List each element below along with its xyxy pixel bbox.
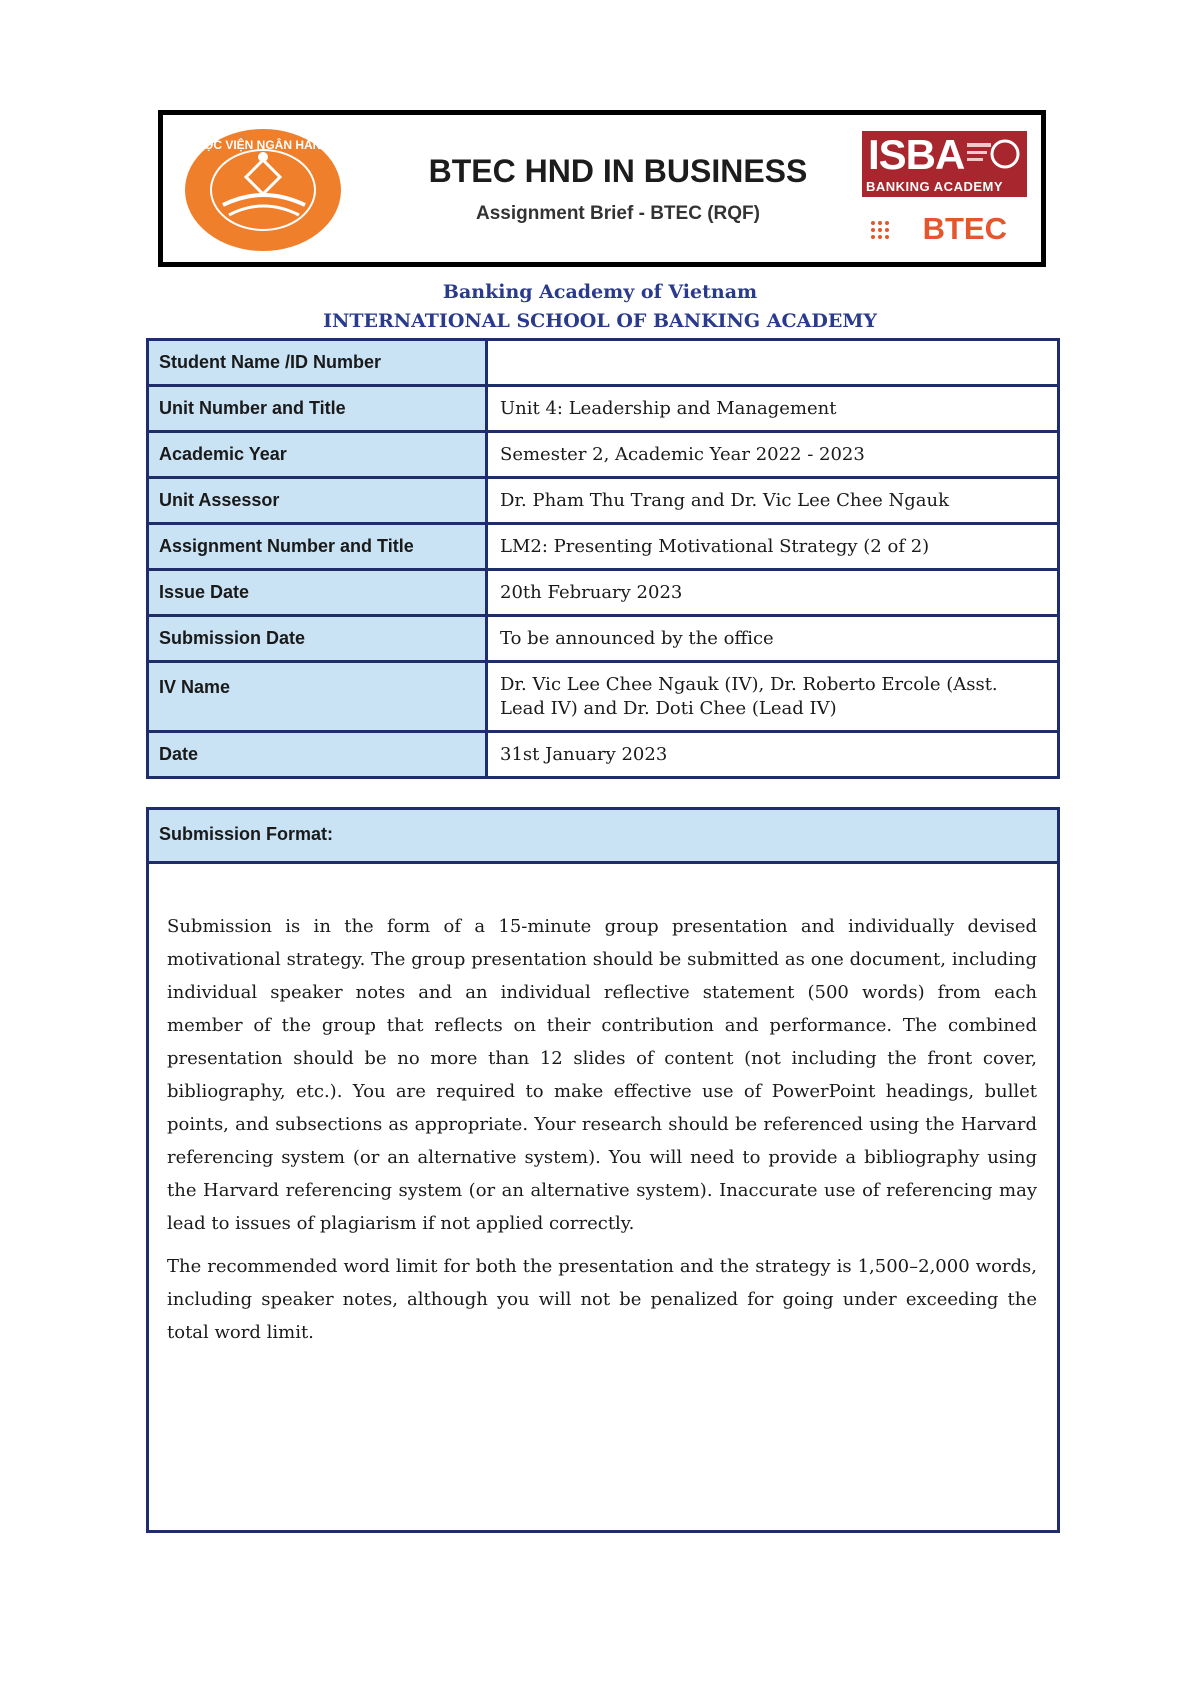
table-row	[148, 432, 1059, 478]
school-name: INTERNATIONAL SCHOOL OF BANKING ACADEMY	[323, 310, 877, 332]
page-title: BTEC HND IN BUSINESS	[428, 153, 808, 189]
isba-logo	[862, 131, 1027, 197]
row-value	[487, 340, 1059, 386]
row-label: Assignment Number and Title	[148, 524, 487, 570]
submission-format-heading: Submission Format:	[149, 810, 1057, 864]
submission-format-body	[149, 864, 1057, 1349]
isba-logo-caption: BANKING ACADEMY	[866, 179, 1004, 194]
submission-paragraph: Submission is in the form of a 15-minute group presentation and individually devised motivational strategy. The group presentation should be submitted as one document, including individual speaker notes and an individual reflective statement (500 words) from each member of the group that reflects on their contribution and performance. The combined presentation should be no more than 12 slides of content (not including the front cover, bibliography, etc.). You are required to make effective use of PowerPoint headings, bullet points, and subsections as appropriate. Your research should be referenced using the Harvard referencing system (or an alternative system). You will need to provide a bibliography using the Harvard referencing system (or an alternative system). Inaccurate use of referencing may lead to issues of plagiarism if not applied correctly.	[167, 916, 1037, 1234]
row-value: Unit 4: Leadership and Management	[487, 386, 1059, 432]
row-value: To be announced by the office	[487, 616, 1059, 662]
row-value: 20th February 2023	[487, 570, 1059, 616]
submission-paragraph: The recommended word limit for both the presentation and the strategy is 1,500–2,000 words, including speaker notes, although you will not be penalized for going under exceeding the total word limit.	[167, 1256, 1037, 1343]
row-value: Semester 2, Academic Year 2022 - 2023	[487, 432, 1059, 478]
banking-academy-seal-icon	[183, 127, 343, 253]
row-value: Dr. Vic Lee Chee Ngauk (IV), Dr. Roberto Ercole (Asst. Lead IV) and Dr. Doti Chee (Lead IV)	[487, 662, 1059, 732]
btec-dots-icon	[869, 219, 891, 241]
btec-logo: BTEC	[922, 211, 1007, 246]
row-label: IV Name	[148, 662, 487, 732]
row-label: Student Name /ID Number	[148, 340, 487, 386]
row-label: Date	[148, 732, 487, 778]
table-row	[148, 340, 1059, 386]
row-label: Submission Date	[148, 616, 487, 662]
table-row	[148, 570, 1059, 616]
table-row	[148, 732, 1059, 778]
table-row	[148, 662, 1059, 732]
row-label: Issue Date	[148, 570, 487, 616]
assignment-info-table	[146, 338, 1060, 779]
svg-text:HỌC VIỆN NGÂN HÀNG: HỌC VIỆN NGÂN HÀNG	[195, 138, 331, 152]
submission-format-box	[146, 807, 1060, 1533]
table-row	[148, 616, 1059, 662]
row-value: LM2: Presenting Motivational Strategy (2 of 2)	[487, 524, 1059, 570]
institution-name: Banking Academy of Vietnam	[442, 281, 758, 303]
header-banner	[158, 110, 1046, 267]
table-row	[148, 524, 1059, 570]
table-row	[148, 478, 1059, 524]
row-value: 31st January 2023	[487, 732, 1059, 778]
row-label: Unit Number and Title	[148, 386, 487, 432]
page-subtitle: Assignment Brief - BTEC (RQF)	[476, 203, 760, 224]
row-label: Academic Year	[148, 432, 487, 478]
table-row	[148, 386, 1059, 432]
row-label: Unit Assessor	[148, 478, 487, 524]
row-value: Dr. Pham Thu Trang and Dr. Vic Lee Chee Ngauk	[487, 478, 1059, 524]
isba-mark-icon	[965, 137, 1021, 171]
isba-logo-text: ISBA	[868, 131, 965, 178]
